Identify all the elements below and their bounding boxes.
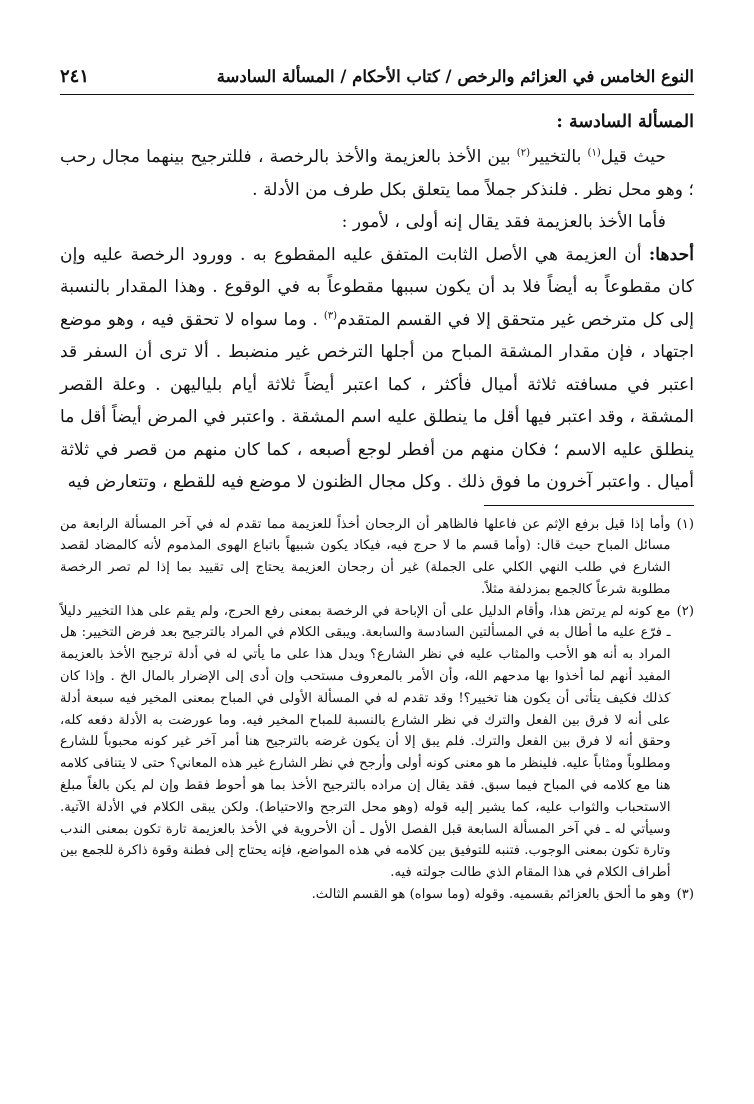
main-text (60, 141, 694, 499)
footnote-number: (٢) (676, 603, 694, 619)
footnote-ref-3[interactable]: (٣) (323, 309, 337, 321)
footnote-2 (60, 601, 694, 884)
paragraph-2: فأما الأخذ بالعزيمة فقد يقال إنه أولى ، لأمور : (341, 212, 666, 232)
footnote-text: وهو ما ألحق بالعزائم بقسميه. وقوله (وما سواه) هو القسم الثالث. (311, 887, 671, 903)
paragraph-1-part-a: حيث قيل (600, 147, 667, 167)
paragraph-3 (60, 239, 694, 499)
running-header (60, 62, 694, 95)
running-title: النوع الخامس في العزائم والرخص / كتاب الأحكام / المسألة السادسة (216, 67, 694, 86)
paragraph-3-part-b: . وما سواه لا تحقق فيه ، وهو موضع اجتهاد ، فإن مقدار المشقة المباح من أجلها الترخص غير منضبط . ألا ترى أن السفر قد اعتبر في مسافته ثلاثة أميال فأكثر ، كما اعتبر أيضاً ثلاثة أيام بلياليهن . وعلة القصر المشقة ، وقد اعتبر فيها أقل ما ينطلق عليه اسم المشقة . واعتبر في المرض أيضاً أقل ما ينطلق عليه الاسم ؛ فكان منهم من أفطر لوجع أصبعه ، كما كان منهم من قصر في ثلاثة أميال . واعتبر آخرون ما فوق ذلك . وكل مجال الظنون لا موضع فيه للقطع ، وتتعارض فيه (60, 309, 694, 492)
footnote-number: (٣) (676, 887, 694, 903)
page-number: ٢٤١ (60, 66, 90, 87)
footnote-text: وأما إذا قيل برفع الإثم عن فاعلها فالظاهر أن الرجحان أخذاً للعزيمة مما تقدم له في آخر المسألة الرابعة من مسائل المباح حيث قال: (وأما قسم ما لا حرج فيه، فيكاد يكون شبيهاً باتباع الهوى المذموم لأنه كالمضاد لقصد الشارع في طلب النهي الكلي على الجملة) غير أن رجحان العزيمة يحتاج إلى تقييد بما إذا لم تصر الرخصة مطلوبة شرعاً كالجمع بمزدلفة مثلاً. (60, 516, 671, 597)
footnote-3 (60, 884, 694, 906)
section-title: المسألة السادسة : (556, 112, 694, 132)
paragraph-1-part-c: بين الأخذ بالعزيمة والأخذ بالرخصة ، فللترجيح بينهما مجال رحب ؛ وهو محل نظر . فلنذكر جملاً مما يتعلق بكل طرف من الأدلة . (60, 147, 694, 200)
footnote-ref-2[interactable]: (٢) (516, 147, 530, 159)
paragraph-3-part-a: أن العزيمة هي الأصل الثابت المتفق عليه المقطوع به . وورود الرخصة عليه وإن كان مقطوعاً به أيضاً فلا بد أن يكون سببها مقطوعاً به في الوقوع . وهذا المقدار بالنسبة إلى كل مترخص غير متحقق إلا في القسم المتقدم (60, 244, 694, 330)
footnote-text: مع كونه لم يرتض هذا، وأقام الدليل على أن الإباحة في الرخصة بمعنى رفع الحرج، ولم يقم على هذا التخيير دليلاً ـ فرّع عليه ما أطال به في المسألتين السادسة والسابعة. ويبقى الكلام في المراد بالترجيح بعد فرض التخيير: هل المراد به أنه هو الأحب والمثاب عليه في نظر الشارع؟ ويدل هذا على ما يأتي له في أدلة ترجيح الأخذ بالعزيمة المفيد أنهم لما أخذوا بها مدحهم الله، وأن الأمر بالمعروف مستحب وإن أدى إلى الإضرار بالمال الخ . وإذا كان كذلك فكيف يتأتى أن يكون هنا تخيير؟! وقد تقدم له في المسألة الأولى في المباح بمعنى المخير فيه سبعة أدلة على أنه لا فرق بين الفعل والترك في نظر الشارع بالنسبة للمباح المخير فيه. وما عورضت به الأدلة دفعه كله، وحقق أنه لا فرق بين الفعل والترك. فلم يبق إلا أن يكون غرضه بالترجيح هنا أمر آخر غير كونه محبوباً للشارع ومطلوباً ومثاباً عليه. فلينظر ما هو معنى كونه أولى وأرجح في نظر الشارع غير هذه المعاني؟ حتى لا يتنافى كلامه هنا مع كلامه في المباح فيما سبق. فقد يقال إن مراده بالترجيح الأخذ بما هو أحوط فقط وإن لم يكن بالغاً مبلغ الاستحباب والثواب عليه، كما يشير إليه قوله (وهو محل الترجح والاحتياط). ولكن يبقى الكلام في الأدلة الآتية. وسيأتي له ـ في آخر المسألة السابعة قبل الفصل الأول ـ أن الأحروية في الأخذ بالعزيمة تارة تكون بمعنى الندب وتارة تكون بمعنى الوجوب. فتنبه للتوفيق بين كلامه في هذه المواضع، فإنه يحتاج إلى فطنة وقوة ذاكرة للجمع بين أطراف الكلام في هذا المقام الذي طالت جولته فيه. (60, 603, 671, 881)
paragraph-1-part-b: بالتخيير (529, 147, 588, 167)
footnote-divider (484, 505, 694, 506)
footnote-1 (60, 514, 694, 601)
paragraph-3-lead: أحدها: (648, 244, 694, 265)
paragraph-1 (60, 141, 694, 206)
footnote-number: (١) (676, 516, 694, 532)
footnote-ref-1[interactable]: (١) (587, 147, 601, 159)
footnotes (60, 514, 694, 906)
